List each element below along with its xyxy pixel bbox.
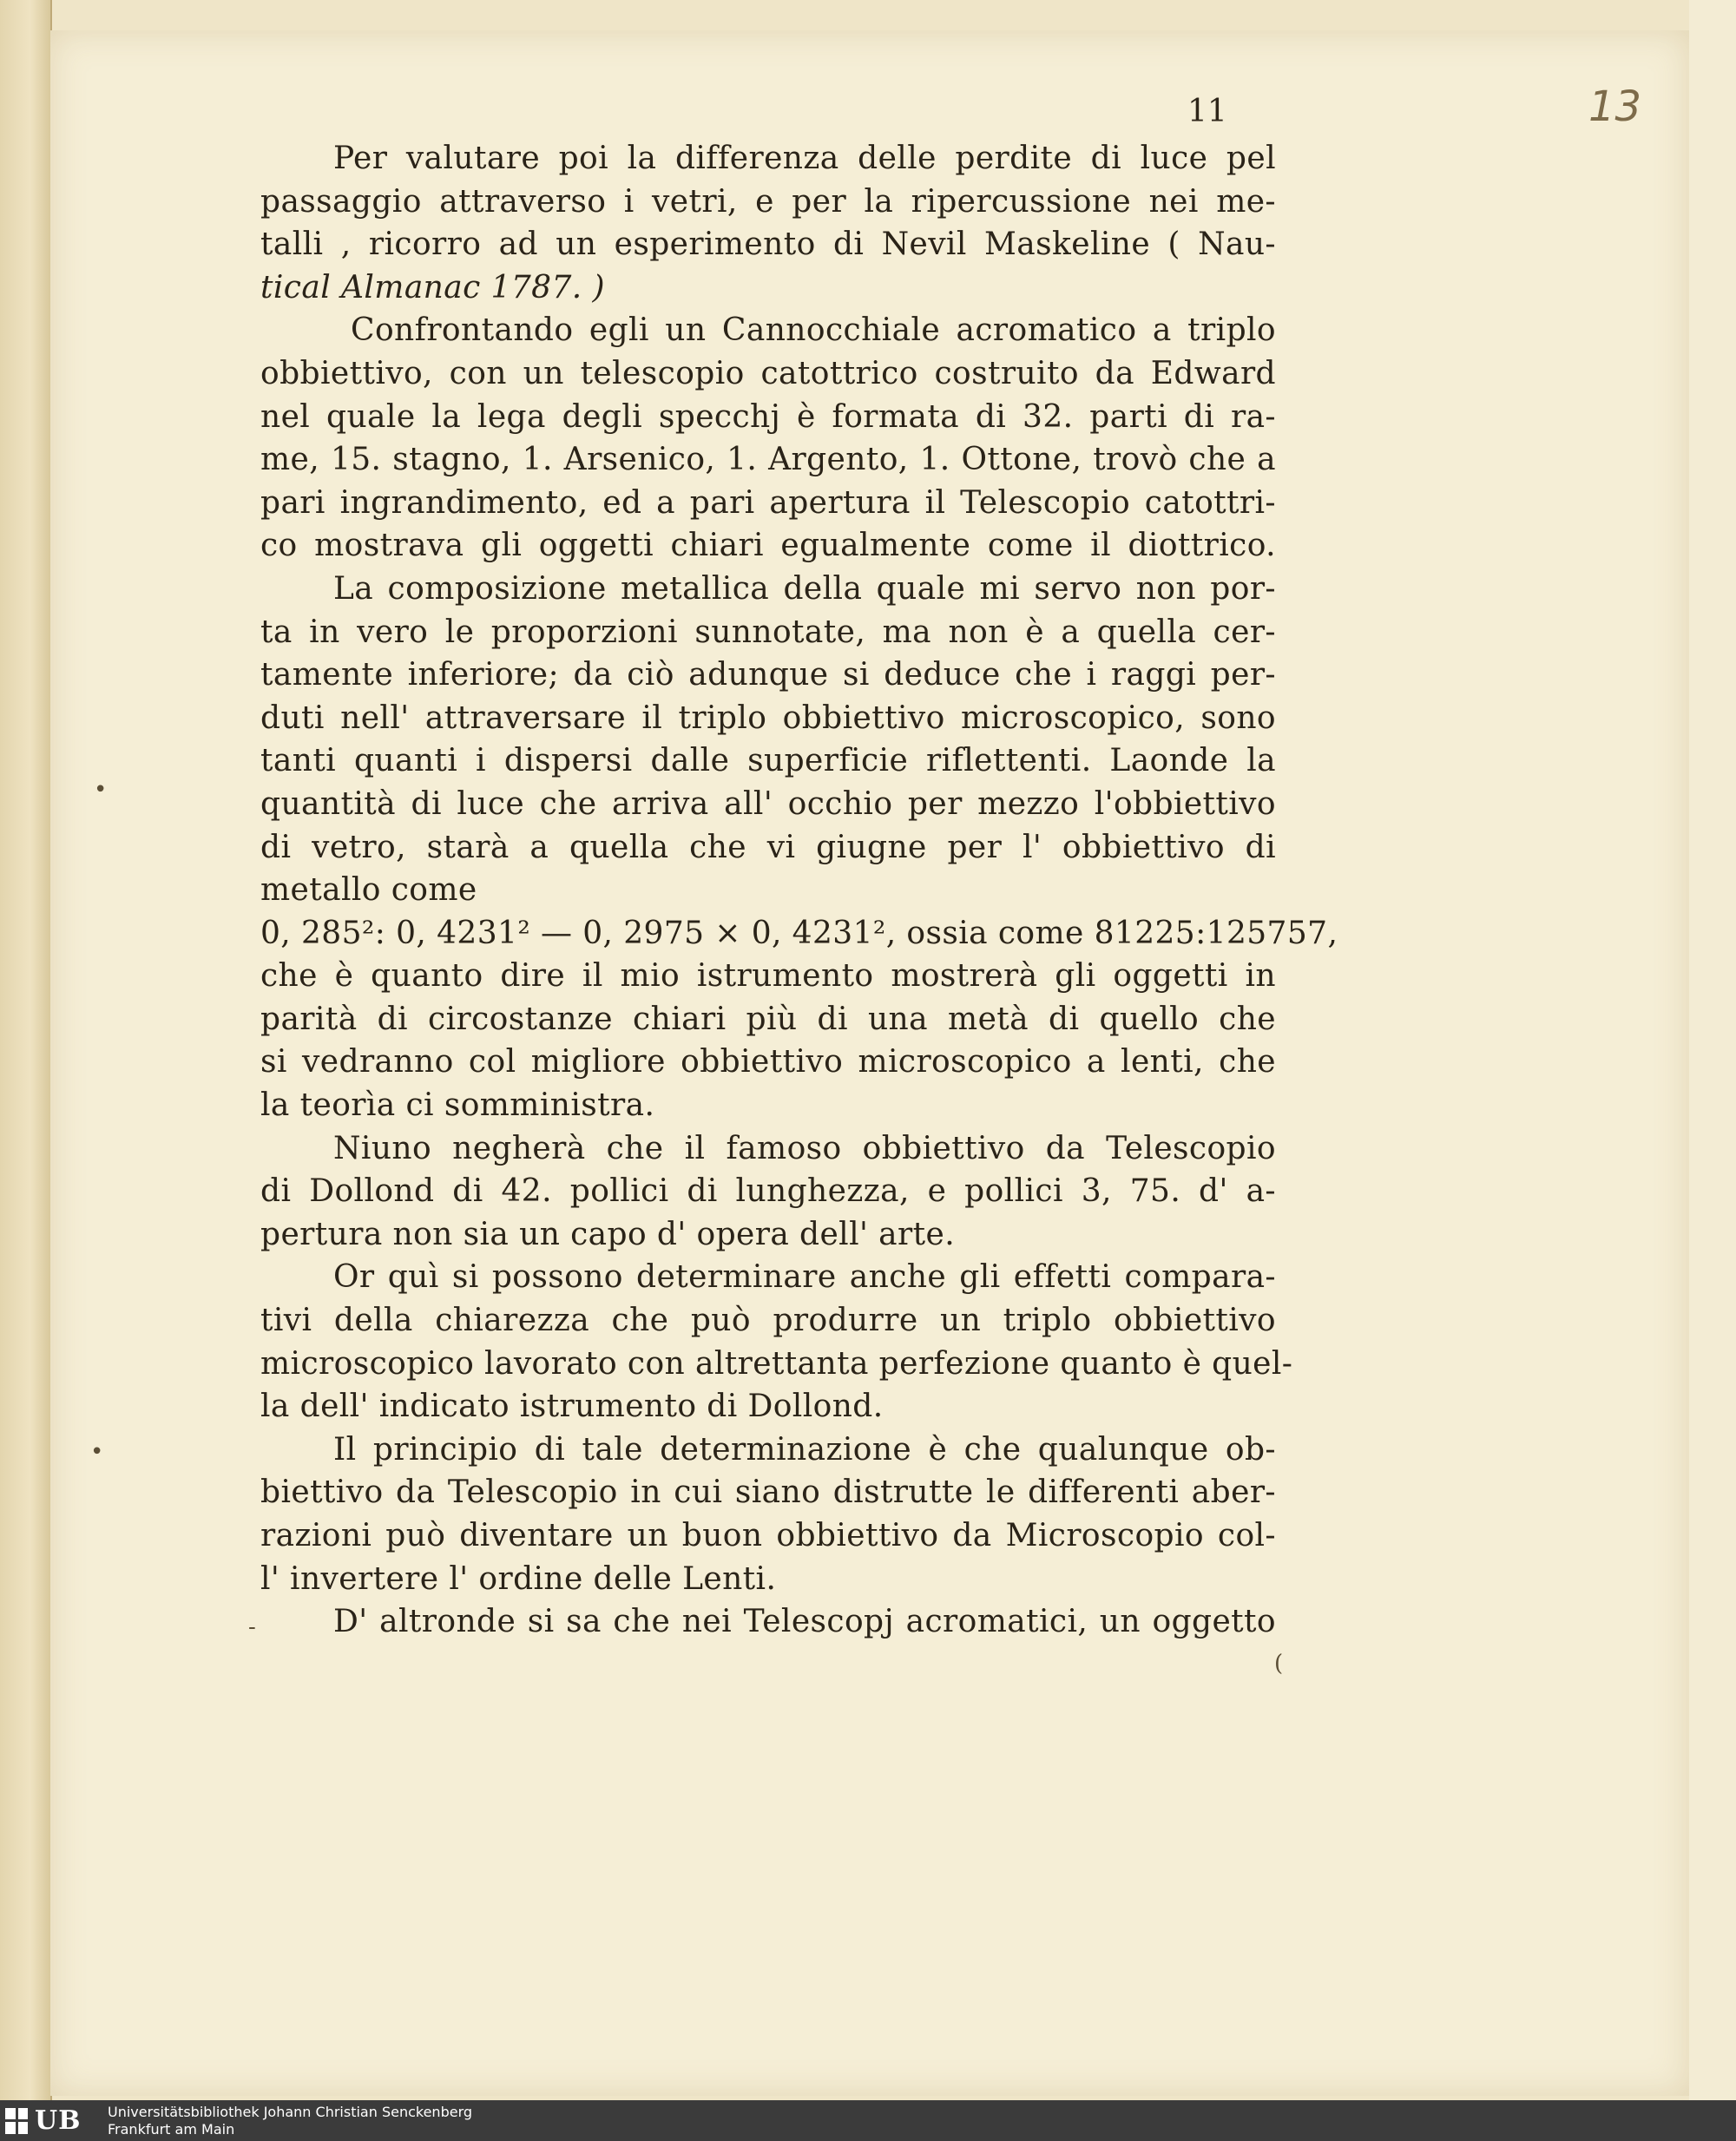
text-line-16: quantità di luce che arriva all' occhio per mezzo l'obbiettivo (260, 785, 1276, 822)
page-number: 11 (1187, 94, 1227, 129)
margin-mark: - (248, 1614, 256, 1640)
library-name: Universitätsbibliothek Johann Christian Senckenberg (108, 2104, 473, 2120)
margin-mark: • (90, 1439, 104, 1465)
text-line-29: microscopico lavorato con altrettanta perfezione quanto è quel- (260, 1345, 1293, 1382)
footer-bar (0, 2100, 1736, 2141)
text-line-27: Or quì si possono determinare anche gli effetti compara- (333, 1259, 1276, 1296)
text-line-4-rest: Almanac 1787. ) (340, 269, 605, 305)
text-line-4 (260, 266, 1276, 310)
text-line-3: talli , ricorro ad un esperimento di Nevil Maskeline ( Nau- (260, 227, 1276, 263)
text-line-28: tivi della chiarezza che può produrre un triplo obbiettivo (260, 1303, 1276, 1339)
text-line-15: tanti quanti i dispersi dalle superficie riflettenti. Laonde la (260, 743, 1276, 779)
formula-line: 0, 285²: 0, 4231² — 0, 2975 × 0, 4231², ossia come 81225:125757, (260, 915, 1338, 951)
margin-mark: • (94, 777, 108, 803)
text-line-23: la teorìa ci somministra. (260, 1087, 655, 1124)
text-line-5: Confrontando egli un Cannocchiale acromatico a triplo (351, 312, 1276, 349)
text-line-2: passaggio attraverso i vetri, e per la ripercussione nei me- (260, 183, 1276, 220)
library-location: Frankfurt am Main (108, 2121, 235, 2138)
text-line-25: di Dollond di 42. pollici di lunghezza, e pollici 3, 75. d' a- (260, 1173, 1276, 1210)
text-line-20: che è quanto dire il mio istrumento mostrerà gli oggetti in (260, 958, 1276, 995)
text-line-18: metallo come (260, 872, 477, 909)
text-line-13: tamente inferiore; da ciò adunque si deduce che i raggi per- (260, 657, 1276, 693)
text-line-1: Per valutare poi la differenza delle perdite di luce pel (333, 141, 1276, 176)
text-line-32: biettivo da Telescopio in cui siano distrutte le differenti aber- (260, 1474, 1276, 1511)
text-line-12: ta in vero le proporzioni sunnotate, ma non è a quella cer- (260, 614, 1276, 650)
page-text (260, 137, 1338, 1644)
text-line-34: l' invertere l' ordine delle Lenti. (260, 1560, 777, 1597)
text-line-10: co mostrava gli oggetti chiari egualmente come il diottrico. (260, 528, 1276, 564)
text-line-33: razioni può diventare un buon obbiettivo da Microscopio col- (260, 1518, 1276, 1553)
text-line-7: nel quale la lega degli specchj è formata di 32. parti di ra- (260, 398, 1276, 435)
handwritten-folio-number: 13 (1588, 82, 1642, 131)
text-line-26: pertura non sia un capo d' opera dell' arte. (260, 1216, 956, 1252)
text-line-30: la dell' indicato istrumento di Dollond. (260, 1389, 884, 1425)
text-line-11: La composizione metallica della quale mi servo non por- (333, 570, 1276, 607)
text-line-6: obbiettivo, con un telescopio catottrico costruito da Edward (260, 355, 1276, 391)
logo-text: UB (35, 2105, 82, 2136)
text-line-31: Il principio di tale determinazione è che qualunque ob- (333, 1431, 1276, 1468)
text-line-24: Niuno negherà che il famoso obbiettivo da Telescopio (333, 1130, 1276, 1166)
logo-grid-icon (5, 2108, 28, 2134)
text-line-21: parità di circostanze chiari più di una metà di quello che (260, 1001, 1276, 1037)
scan-backdrop (1689, 0, 1736, 2100)
text-line-8: me, 15. stagno, 1. Arsenico, 1. Argento, 1. Ottone, trovò che a (260, 442, 1276, 478)
library-credit (108, 2104, 472, 2138)
library-logo (5, 2105, 95, 2137)
text-line-14: duti nell' attraversare il triplo obbiettivo microscopico, sono (260, 699, 1276, 736)
italic-word: tical (260, 269, 332, 305)
text-line-17: di vetro, starà a quella che vi giugne per l' obbiettivo di (260, 829, 1276, 865)
text-line-9: pari ingrandimento, ed a pari apertura il Telescopio catottri- (260, 484, 1276, 521)
previous-page-edge (0, 0, 52, 2100)
text-line-35: D' altronde si sa che nei Telescopj acromatici, un oggetto (333, 1604, 1276, 1640)
margin-mark: ( (1274, 1651, 1284, 1677)
text-line-22: si vedranno col migliore obbiettivo microscopico a lenti, che (260, 1044, 1276, 1080)
